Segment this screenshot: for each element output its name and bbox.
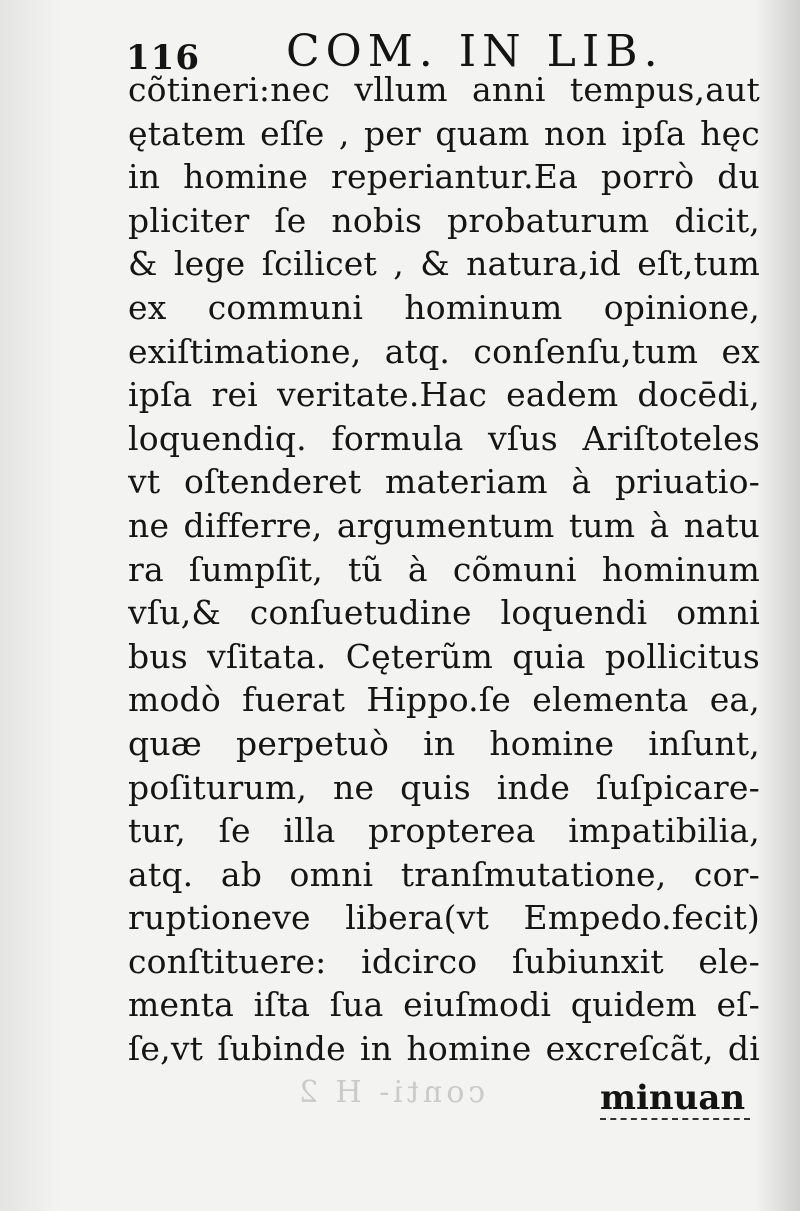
text-line: ipſa rei veritate.Hac eadem docēdi, — [128, 375, 760, 415]
text-body — [128, 68, 768, 1071]
text-line: ne differre, argumentum tum à natu — [128, 505, 760, 545]
catchword-rule — [600, 1118, 750, 1120]
text-line: ętatem eſſe , per quam non ipſa hęc — [128, 113, 760, 153]
text-line: atq. ab omni tranſmutatione, cor- — [128, 854, 760, 894]
text-line: loquendiq. formula vſus Ariſtoteles — [128, 418, 760, 458]
bleed-through-text: conti- H 2 — [294, 1075, 486, 1110]
text-line: ra ſumpſit, tũ à cõmuni hominum — [128, 549, 760, 589]
page-gutter-shadow — [0, 0, 60, 1211]
text-line: ruptioneve libera(vt Empedo.fecit) — [128, 898, 760, 938]
text-line: pliciter ſe nobis probaturum dicit, — [128, 200, 760, 240]
catchword: minuan — [600, 1078, 746, 1118]
text-line: tur, ſe illa propterea impatibilia, — [128, 811, 760, 851]
text-line: in homine reperiantur.Ea porrò du — [128, 157, 760, 197]
text-line: vſu,& conſuetudine loquendi omni — [128, 593, 760, 633]
text-line: menta iſta ſua eiuſmodi quidem eſ- — [128, 985, 760, 1025]
text-line: vt oſtenderet materiam à priuatio- — [128, 462, 760, 502]
text-line: exiſtimatione, atq. conſenſu,tum ex — [128, 331, 760, 371]
text-line: ex communi hominum opinione, — [128, 287, 760, 327]
text-line: ſe,vt ſubinde in homine excreſcãt, di — [128, 1029, 760, 1069]
text-line: quæ perpetuò in homine inſunt, — [128, 723, 760, 763]
text-line: poſiturum, ne quis inde ſuſpicare- — [128, 767, 760, 807]
text-line: modò fuerat Hippo.ſe elementa ea, — [128, 680, 760, 720]
text-line: conſtituere: idcirco ſubiunxit ele- — [128, 941, 760, 981]
text-line: bus vſitata. Cęterũm quia pollicitus — [128, 636, 760, 676]
text-line: cõtineri:nec vllum anni tempus,aut — [128, 70, 760, 109]
text-line: & lege ſcilicet , & natura,id eſt,tum — [128, 244, 760, 284]
running-title: COM. IN LIB. — [286, 26, 664, 77]
page-number: 116 — [126, 38, 200, 78]
